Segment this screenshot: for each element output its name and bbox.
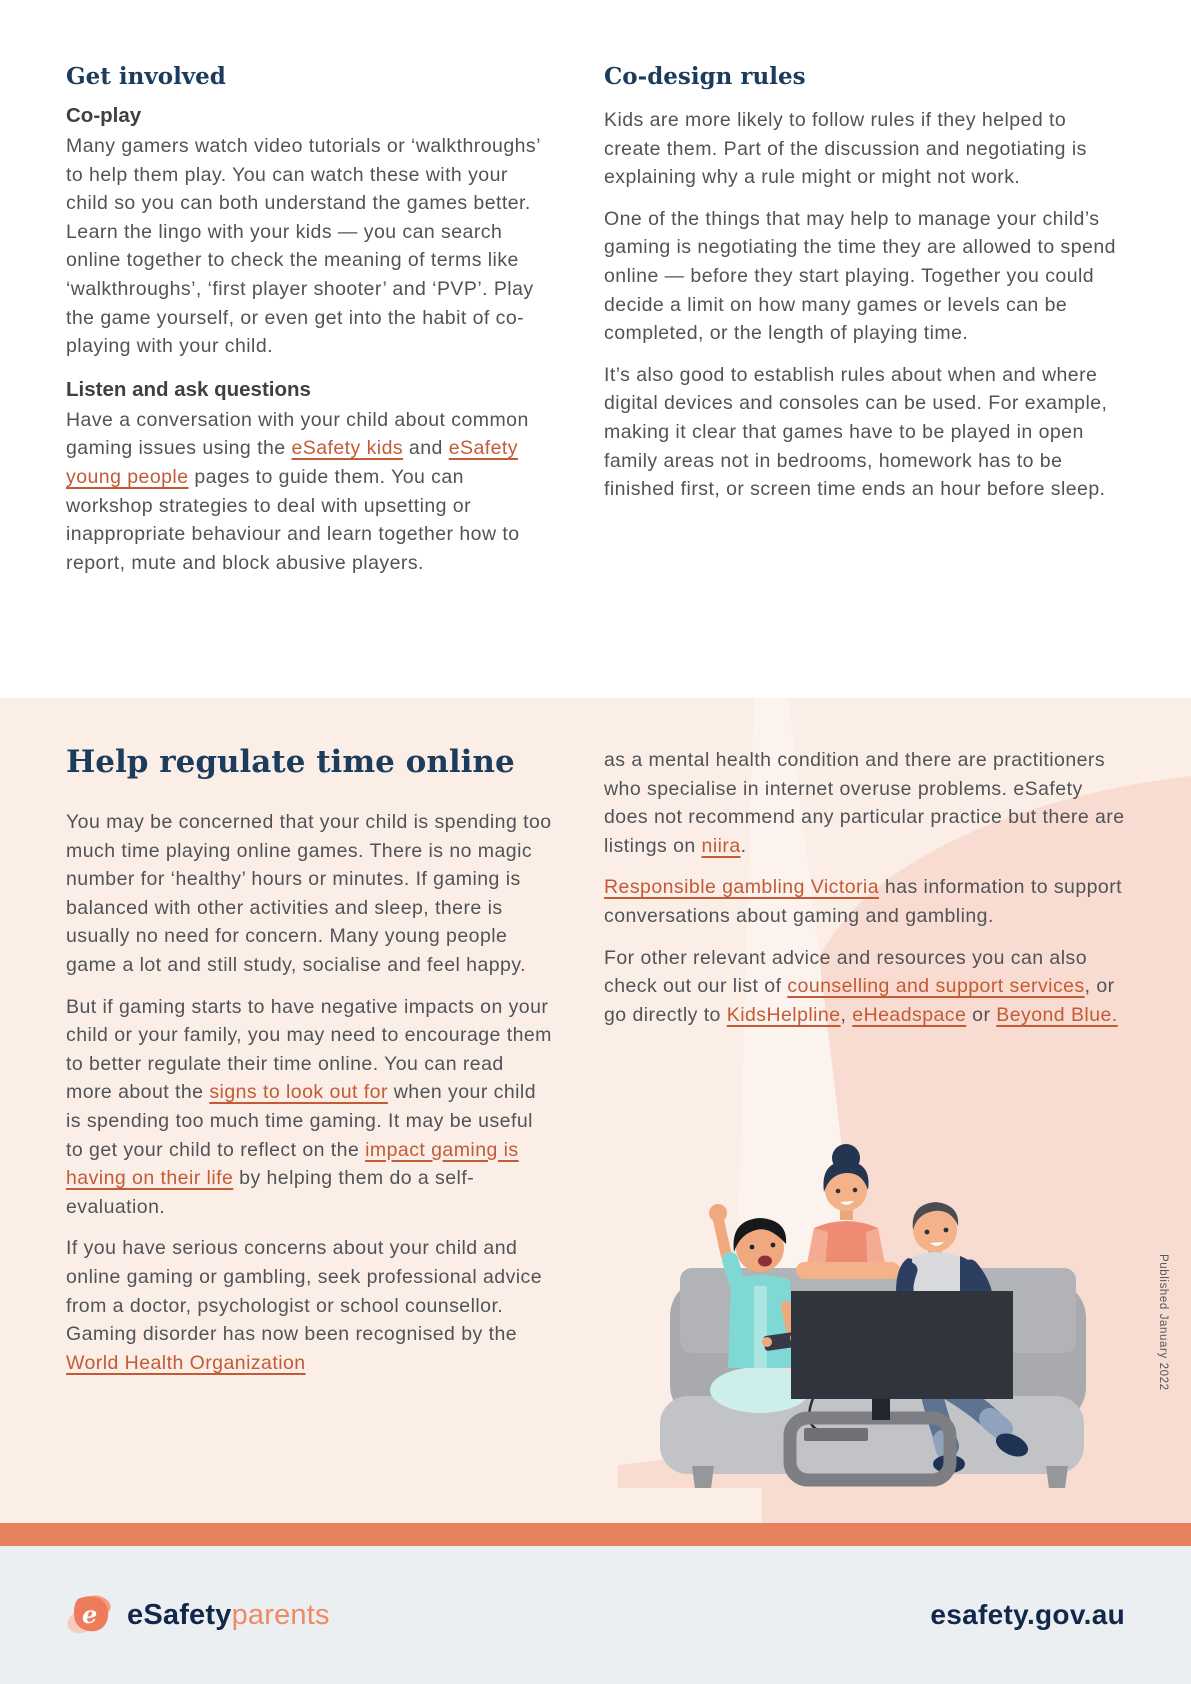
game-console <box>804 1428 868 1441</box>
orange-divider-bar <box>0 1523 1191 1546</box>
logo-letter: e <box>82 1600 98 1629</box>
text-link[interactable]: eSafety kids <box>291 437 404 460</box>
regulate-paragraph-3 <box>66 1234 553 1377</box>
text-run: as a mental health condition and there are practitioners who specialise in internet overuse problems. eSafety does not recommend any particular practice but there are listings on <box>604 749 1125 857</box>
text-link[interactable]: impact gaming is having on their life <box>66 1138 519 1190</box>
co-design-paragraph-3 <box>604 361 1125 504</box>
couch-leg <box>1046 1466 1068 1488</box>
text-run: It’s also good to establish rules about when and where digital devices and consoles can be used. For example, making it clear that games have to be played in open family areas not in bedrooms, homework has to be finished first, or screen time ends an hour before sleep. <box>604 363 1108 501</box>
text-link[interactable]: eSafety young people <box>66 437 518 488</box>
footer <box>0 1546 1191 1684</box>
listen-paragraph <box>66 406 553 578</box>
co-design-column <box>604 62 1125 504</box>
text-run: For other relevant advice and resources you can also check out our list of <box>604 946 1087 998</box>
text-run: has information to support conversations about gaming and gambling. <box>604 876 1123 927</box>
regulate-paragraph-1 <box>66 808 553 980</box>
regulate-paragraph-5 <box>604 873 1125 930</box>
couch-leg <box>692 1466 714 1488</box>
text-run: But if gaming starts to have negative impacts on your child or your family, you may need to encourage them to better regulate their time online. You can read more about the <box>66 995 552 1104</box>
get-involved-heading: Get involved <box>66 63 226 90</box>
esafety-parents-brand[interactable] <box>66 1592 330 1638</box>
regulate-paragraph-4 <box>604 746 1125 860</box>
text-link[interactable]: signs to look out for <box>209 1081 388 1104</box>
regulate-right-column <box>604 746 1125 1029</box>
text-link[interactable]: eHeadspace <box>852 1003 967 1026</box>
text-link[interactable]: World Health Organization <box>66 1351 306 1374</box>
text-link[interactable]: Beyond Blue. <box>996 1003 1118 1026</box>
listen-subheading: Listen and ask questions <box>66 377 311 401</box>
regulate-paragraph-6 <box>604 944 1125 1030</box>
co-design-heading: Co-design rules <box>604 63 806 90</box>
get-involved-column <box>66 62 553 577</box>
co-design-paragraph-1 <box>604 106 1125 192</box>
text-link[interactable]: counselling and support services <box>787 975 1085 998</box>
website-url[interactable]: esafety.gov.au <box>930 1599 1125 1630</box>
mother <box>804 1144 888 1280</box>
brand-parents: parents <box>231 1598 330 1631</box>
mother-folded-arms <box>796 1262 900 1279</box>
published-date-note: Published January 2022 <box>1157 1254 1169 1391</box>
text-run: Have a conversation with your child about common gaming issues using the <box>66 408 529 460</box>
esafety-logo-icon <box>66 1592 114 1638</box>
text-run: and <box>403 437 449 460</box>
text-run: Many gamers watch video tutorials or ‘walkthroughs’ to help them play. You can watch these with your child so you can both understand the games better. Learn the lingo with your kids — you can search online together to check the meaning of terms like ‘walkthroughs’, ‘first player shooter’ and ‘PVP’. Play the game yourself, or even get into the habit of co-playing with your child. <box>66 135 541 358</box>
text-run: when your child is spending too much time gaming. It may be useful to get your child to reflect on the <box>66 1081 536 1161</box>
regulate-paragraph-2 <box>66 993 553 1222</box>
text-run: pages to guide them. You can workshop strategies to deal with upsetting or inappropriate behaviour and learn together how to report, mute and block abusive players. <box>66 465 520 574</box>
regulate-left-column <box>66 742 553 1377</box>
text-run: If you have serious concerns about your child and online gaming or gambling, seek professional advice from a doctor, psychologist or school counsellor. Gaming disorder has now been recognised by the <box>66 1237 543 1346</box>
family-gaming-illustration <box>618 1128 1098 1488</box>
co-design-paragraph-2 <box>604 205 1125 348</box>
tv-screen <box>791 1291 1013 1399</box>
text-run: One of the things that may help to manage your child’s gaming is negotiating the time they are allowed to spend online — before they start playing. Together you could decide a limit on how many games or levels can be completed, or the length of playing time. <box>604 207 1116 345</box>
text-run: , or go directly to <box>604 975 1115 1026</box>
text-run: or <box>966 1003 997 1026</box>
text-run: by helping them do a self-evaluation. <box>66 1167 475 1218</box>
text-run: Kids are more likely to follow rules if they helped to create them. Part of the discussion and negotiating is explaining why a rule might or might not work. <box>604 109 1087 189</box>
brand-esafety: eSafety <box>127 1598 232 1631</box>
co-play-subheading: Co-play <box>66 104 142 127</box>
regulate-heading: Help regulate time online <box>66 744 515 780</box>
text-link[interactable]: KidsHelpline <box>726 1003 841 1026</box>
text-run: . <box>740 834 747 857</box>
text-run: You may be concerned that your child is spending too much time playing online games. There is no magic number for ‘healthy’ hours or minutes. If gaming is balanced with other activities and sleep, there is usually no need for concern. Many young people game a lot and still study, socialise and feel happy. <box>66 811 552 976</box>
regulate-section <box>0 698 1191 1523</box>
text-run: , <box>840 1003 853 1026</box>
co-play-paragraph <box>66 132 553 361</box>
text-link[interactable]: Responsible gambling Victoria <box>604 876 880 899</box>
brand-wordmark <box>127 1599 330 1632</box>
text-link[interactable]: niira <box>701 834 741 857</box>
